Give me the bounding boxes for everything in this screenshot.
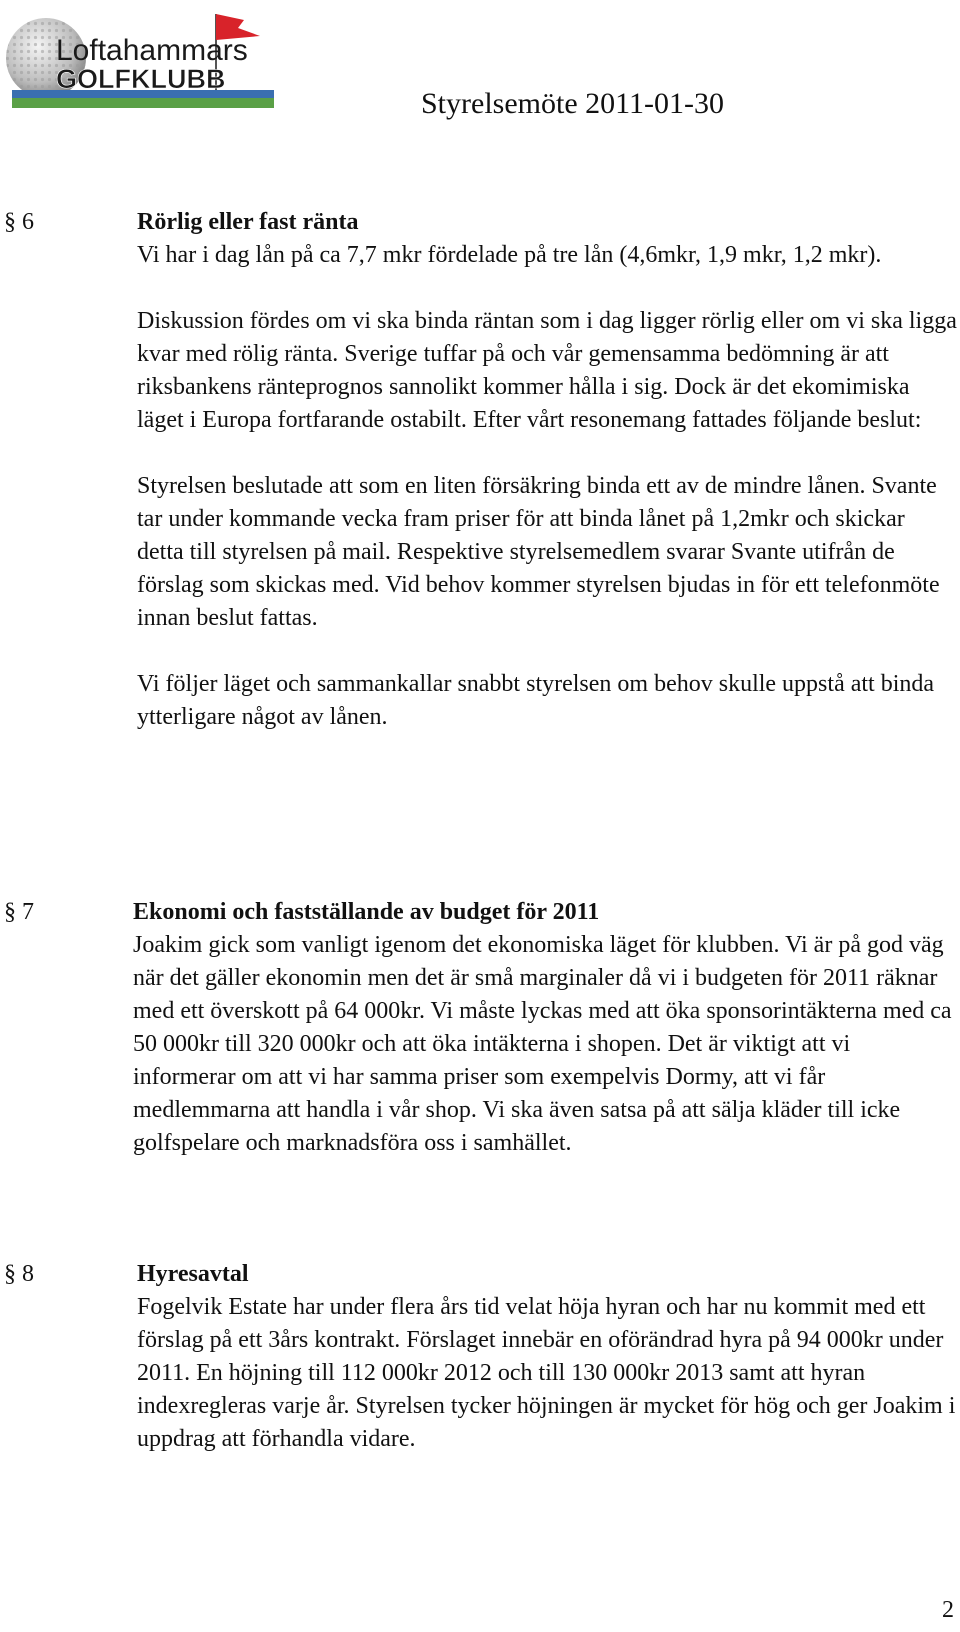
paragraph: Fogelvik Estate har under flera års tid velat höja hyran och har nu kommit med ett förslag på ett 3års kontrakt. Förslaget innebär en oförändrad hyra på 94 000kr under 2011. En höjning till 112 000kr 2012 och till 130 000kr 2013 samt att hyran indexregleras varje år. Styrelsen tycker höjningen är mycket för hög och ger Joakim i uppdrag att förhandla vidare. [137, 1294, 956, 1452]
paragraph: Vi har i dag lån på ca 7,7 mkr fördelade på tre lån (4,6mkr, 1,9 mkr, 1,2 mkr). [137, 242, 882, 268]
paragraph: Diskussion fördes om vi ska binda räntan som i dag ligger rörlig eller om vi ska ligga kvar med rölig ränta. Sverige tuffar på och vår gemensamma bedömning är att riksbankens ränteprognos sannolikt kommer hålla i sig. Dock är det ekomimiska läget i Europa fortfarande ostabilt. Efter vårt resonemang fattades följande beslut: [137, 308, 957, 433]
section-body [137, 206, 957, 734]
section-number: § 7 [4, 899, 34, 925]
document-title: Styrelsemöte 2011-01-30 [421, 87, 725, 120]
section-body [137, 1258, 957, 1456]
paragraph: Vi följer läget och sammankallar snabbt styrelsen om behov skulle uppstå att binda ytterligare något av lånen. [137, 671, 935, 730]
logo-bottom-text: GOLFKLUBB [56, 64, 226, 94]
section-number: § 6 [4, 209, 34, 235]
section-heading: Ekonomi och fastställande av budget för 2011 [133, 899, 600, 925]
section-heading: Hyresavtal [137, 1261, 249, 1287]
logo-top-text: Loftahammars [56, 34, 248, 67]
section-number: § 8 [4, 1261, 34, 1287]
paragraph: Joakim gick som vanligt igenom det ekonomiska läget för klubben. Vi är på god väg när det gäller ekonomin men det är små marginaler då vi i budgeten för 2011 räknar med ett överskott på 64 000kr. Vi måste lyckas med att öka sponsorintäkterna med ca 50 000kr till 320 000kr och att öka intäkterna i shopen. Det är viktigt att vi informerar om att vi har samma priser som exempelvis Dormy, att vi får medlemmarna att handla i vår shop. Vi ska även satsa på att sälja kläder till icke golfspelare och marknadsföra oss i samhället. [133, 932, 952, 1156]
section-body [133, 896, 953, 1160]
page-number: 2 [942, 1597, 954, 1623]
paragraph: Styrelsen beslutade att som en liten försäkring binda ett av de mindre lånen. Svante tar under kommande vecka fram priser för att binda lånet på 1,2mkr och skickar detta till styrelsen på mail. Respektive styrelsemedlem svarar Svante utifrån de förslag som skickas med. Vid behov kommer styrelsen bjudas in för ett telefonmöte innan beslut fattas. [137, 473, 940, 631]
club-logo [4, 6, 276, 114]
section-heading: Rörlig eller fast ränta [137, 209, 359, 235]
